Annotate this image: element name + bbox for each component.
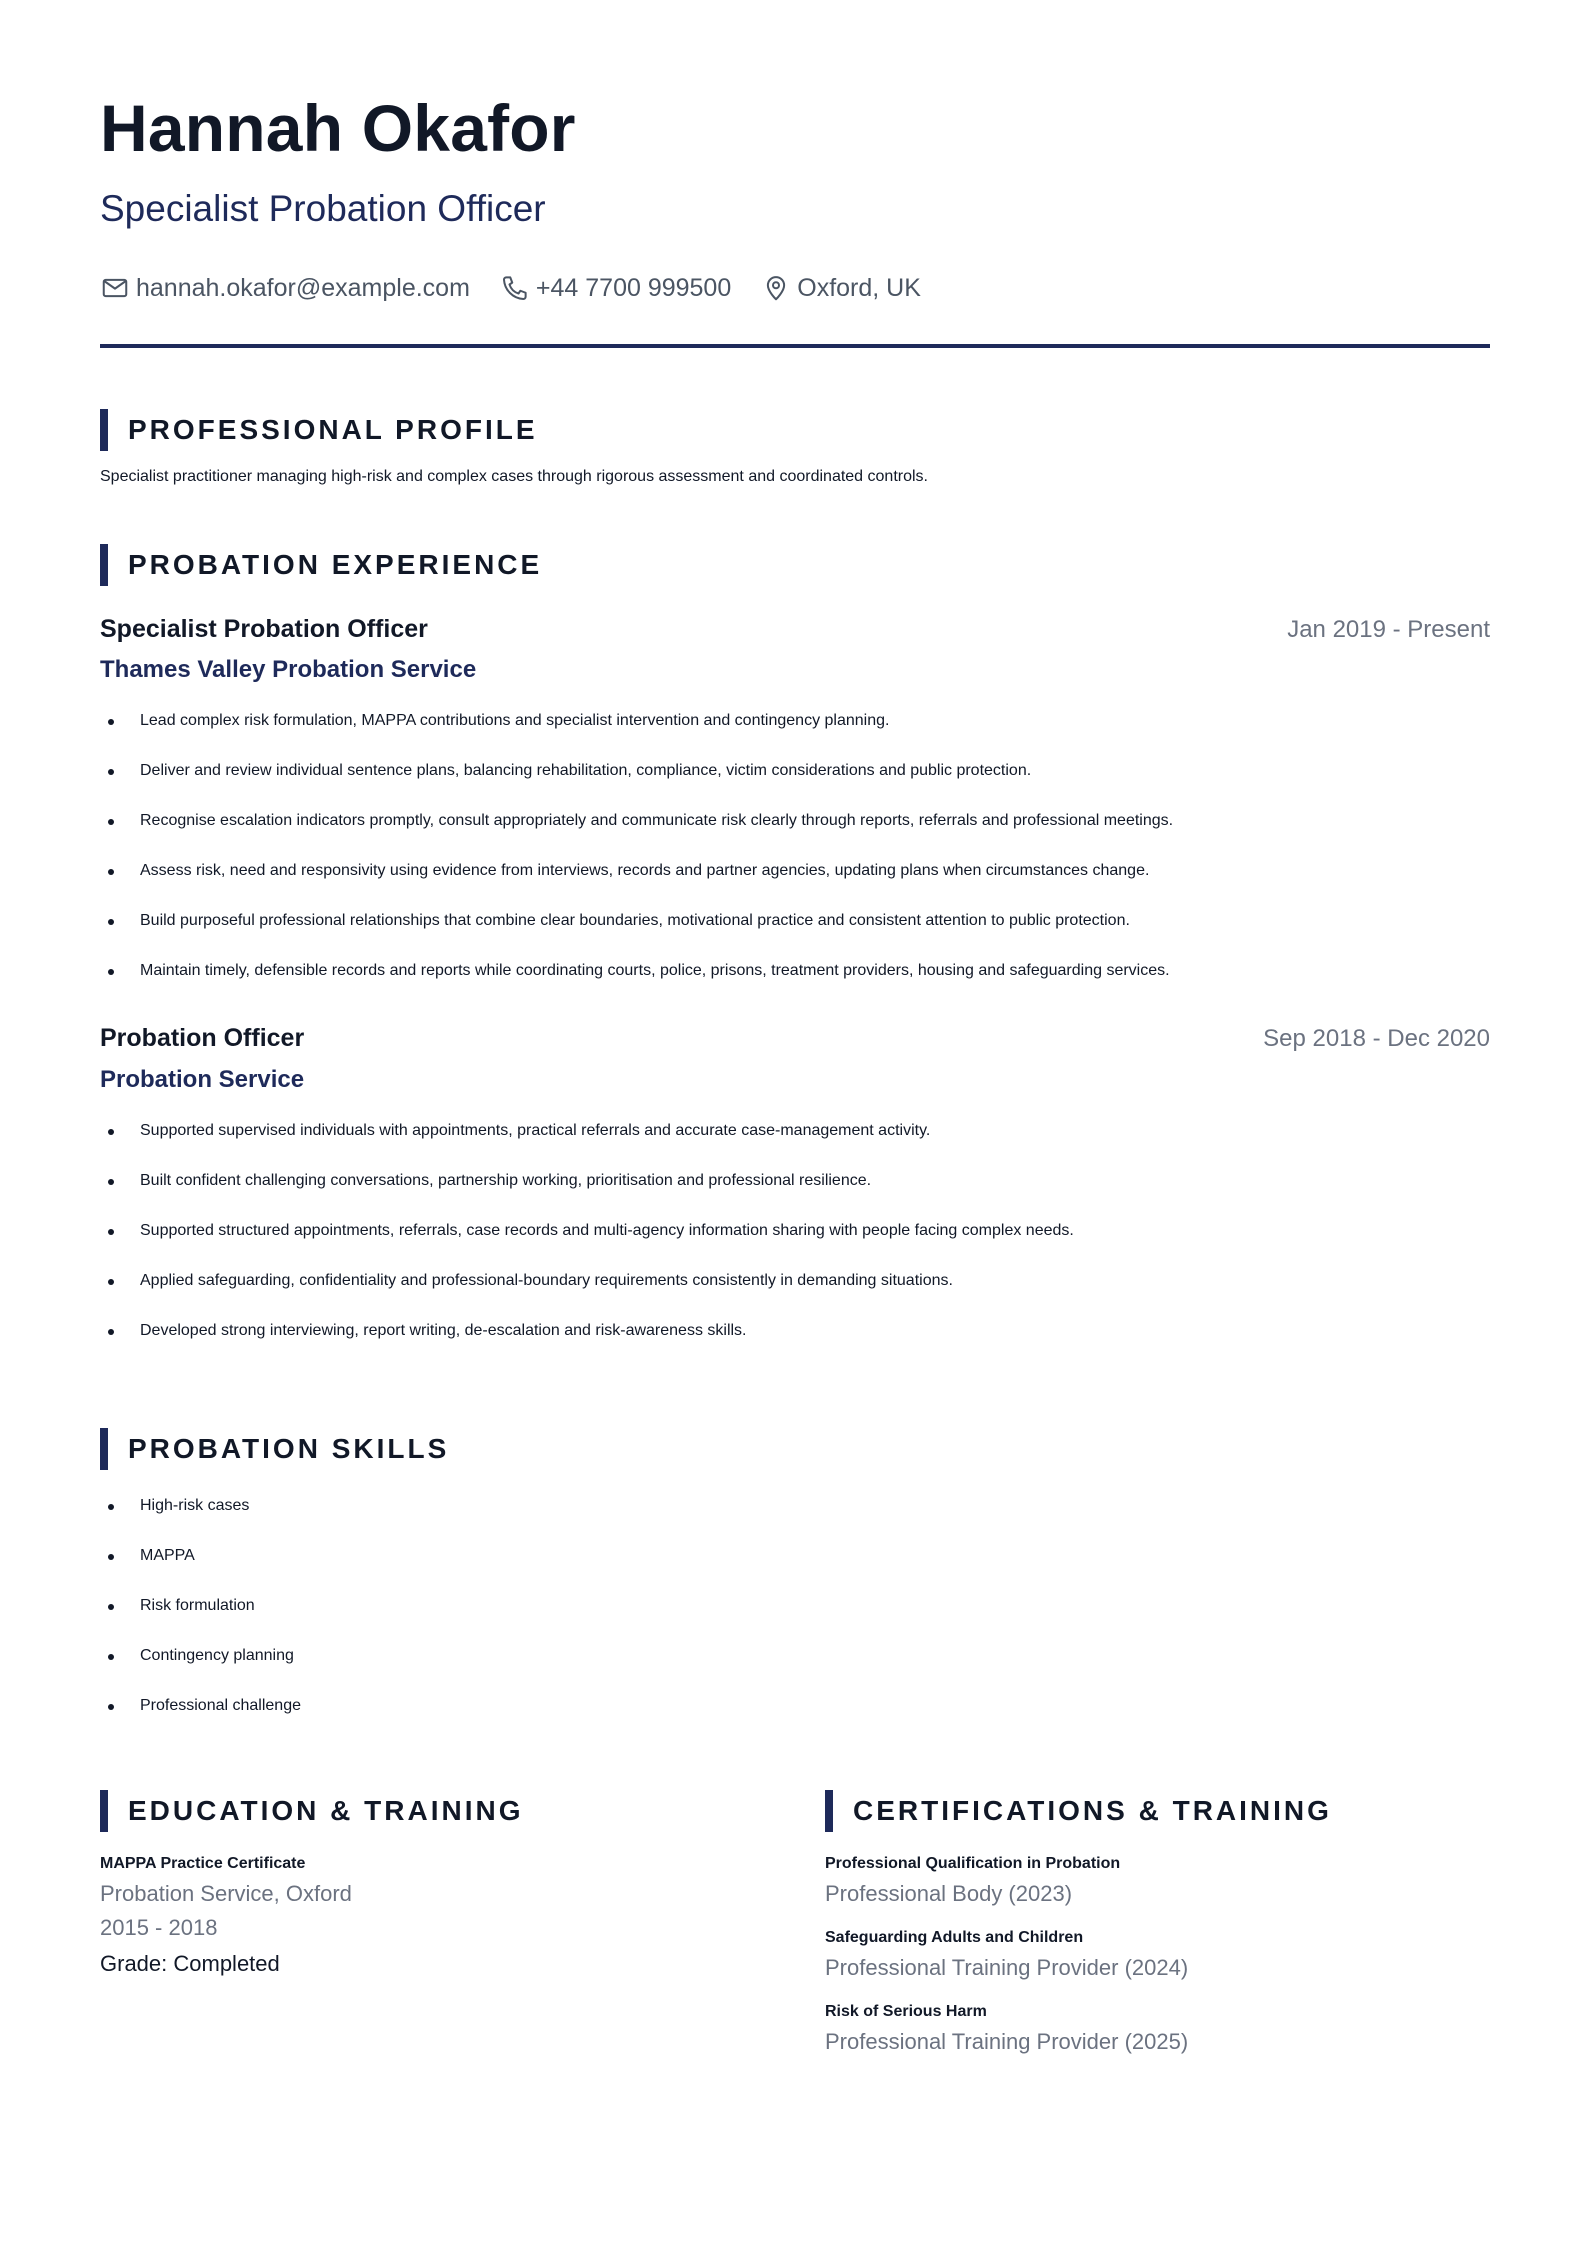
job-bullet: Deliver and review individual sentence plans, balancing rehabilitation, compliance, victim considerations and public protection.: [100, 760, 1173, 810]
section-title: CERTIFICATIONS & TRAINING: [853, 1795, 1332, 1826]
section-title: EDUCATION & TRAINING: [128, 1795, 524, 1826]
job-dates: Sep 2018 - Dec 2020: [1263, 1025, 1490, 1052]
section-skills-heading: [100, 1428, 449, 1470]
job-title: Specialist Probation Officer: [100, 615, 428, 643]
location-text: Oxford, UK: [797, 273, 921, 302]
candidate-role: Specialist Probation Officer: [100, 188, 546, 229]
phone-icon: [500, 273, 530, 303]
certification-provider: Professional Training Provider (2024): [825, 1955, 1189, 1980]
phone-text: +44 7700 999500: [535, 273, 732, 302]
contact-email[interactable]: [100, 273, 470, 303]
section-accent-bar: [100, 1790, 108, 1832]
skill-item: Risk formulation: [100, 1595, 301, 1645]
section-title: PROBATION SKILLS: [128, 1433, 450, 1464]
job-bullet-list: [100, 1120, 1074, 1370]
section-education-heading: [100, 1790, 523, 1832]
job-bullet: Maintain timely, defensible records and reports while coordinating courts, police, prisons, treatment providers, housing and safeguarding services.: [100, 960, 1173, 1010]
email-text: hannah.okafor@example.com: [136, 273, 470, 302]
certification-provider: Professional Body (2023): [825, 1881, 1073, 1906]
education-grade: Grade: Completed: [100, 1951, 280, 1976]
job-bullet: Developed strong interviewing, report writing, de-escalation and risk-awareness skills.: [100, 1320, 1074, 1370]
job-bullet: Assess risk, need and responsivity using evidence from interviews, records and partner agencies, updating plans when circumstances change.: [100, 860, 1173, 910]
job-title: Probation Officer: [100, 1024, 305, 1052]
skill-item: Contingency planning: [100, 1645, 301, 1695]
job-organization: Thames Valley Probation Service: [100, 656, 477, 683]
section-experience-heading: [100, 544, 542, 586]
job-dates: Jan 2019 - Present: [1287, 616, 1490, 643]
job-bullet: Supported structured appointments, referrals, case records and multi-agency information sharing with people facing complex needs.: [100, 1220, 1074, 1270]
certification-title: Professional Qualification in Probation: [825, 1855, 1121, 1872]
section-accent-bar: [100, 544, 108, 586]
section-title: PROFESSIONAL PROFILE: [128, 414, 538, 445]
education-title: MAPPA Practice Certificate: [100, 1855, 306, 1872]
skills-list: [100, 1495, 301, 1745]
contact-bar: [100, 268, 951, 308]
candidate-name: Hannah Okafor: [100, 91, 576, 165]
job-bullet: Build purposeful professional relationships that combine clear boundaries, motivational practice and consistent attention to public protection.: [100, 910, 1173, 960]
contact-location: [761, 273, 921, 303]
skill-item: MAPPA: [100, 1545, 301, 1595]
education-years: 2015 - 2018: [100, 1915, 218, 1940]
location-pin-icon: [761, 273, 791, 303]
job-bullet: Recognise escalation indicators promptly, consult appropriately and communicate risk clearly through reports, referrals and professional meetings.: [100, 810, 1173, 860]
job-bullet-list: [100, 710, 1173, 1010]
profile-summary: Specialist practitioner managing high-risk and complex cases through rigorous assessment and coordinated controls.: [100, 468, 928, 485]
job-bullet: Lead complex risk formulation, MAPPA contributions and specialist intervention and contingency planning.: [100, 710, 1173, 760]
section-accent-bar: [100, 409, 108, 451]
job-bullet: Supported supervised individuals with appointments, practical referrals and accurate case-management activity.: [100, 1120, 1074, 1170]
certification-title: Safeguarding Adults and Children: [825, 1929, 1084, 1946]
skill-item: Professional challenge: [100, 1695, 301, 1745]
section-title: PROBATION EXPERIENCE: [128, 549, 543, 580]
certification-provider: Professional Training Provider (2025): [825, 2029, 1189, 2054]
contact-phone[interactable]: [500, 273, 731, 303]
certification-title: Risk of Serious Harm: [825, 2003, 987, 2020]
mail-icon: [100, 273, 130, 303]
section-certifications-heading: [825, 1790, 1332, 1832]
job-organization: Probation Service: [100, 1066, 305, 1093]
header-divider: [100, 344, 1490, 348]
job-bullet: Built confident challenging conversations, partnership working, prioritisation and professional resilience.: [100, 1170, 1074, 1220]
skill-item: High-risk cases: [100, 1495, 301, 1545]
job-bullet: Applied safeguarding, confidentiality and professional-boundary requirements consistently in demanding situations.: [100, 1270, 1074, 1320]
section-accent-bar: [100, 1428, 108, 1470]
education-institution: Probation Service, Oxford: [100, 1881, 352, 1906]
section-profile-heading: [100, 409, 538, 451]
section-accent-bar: [825, 1790, 833, 1832]
